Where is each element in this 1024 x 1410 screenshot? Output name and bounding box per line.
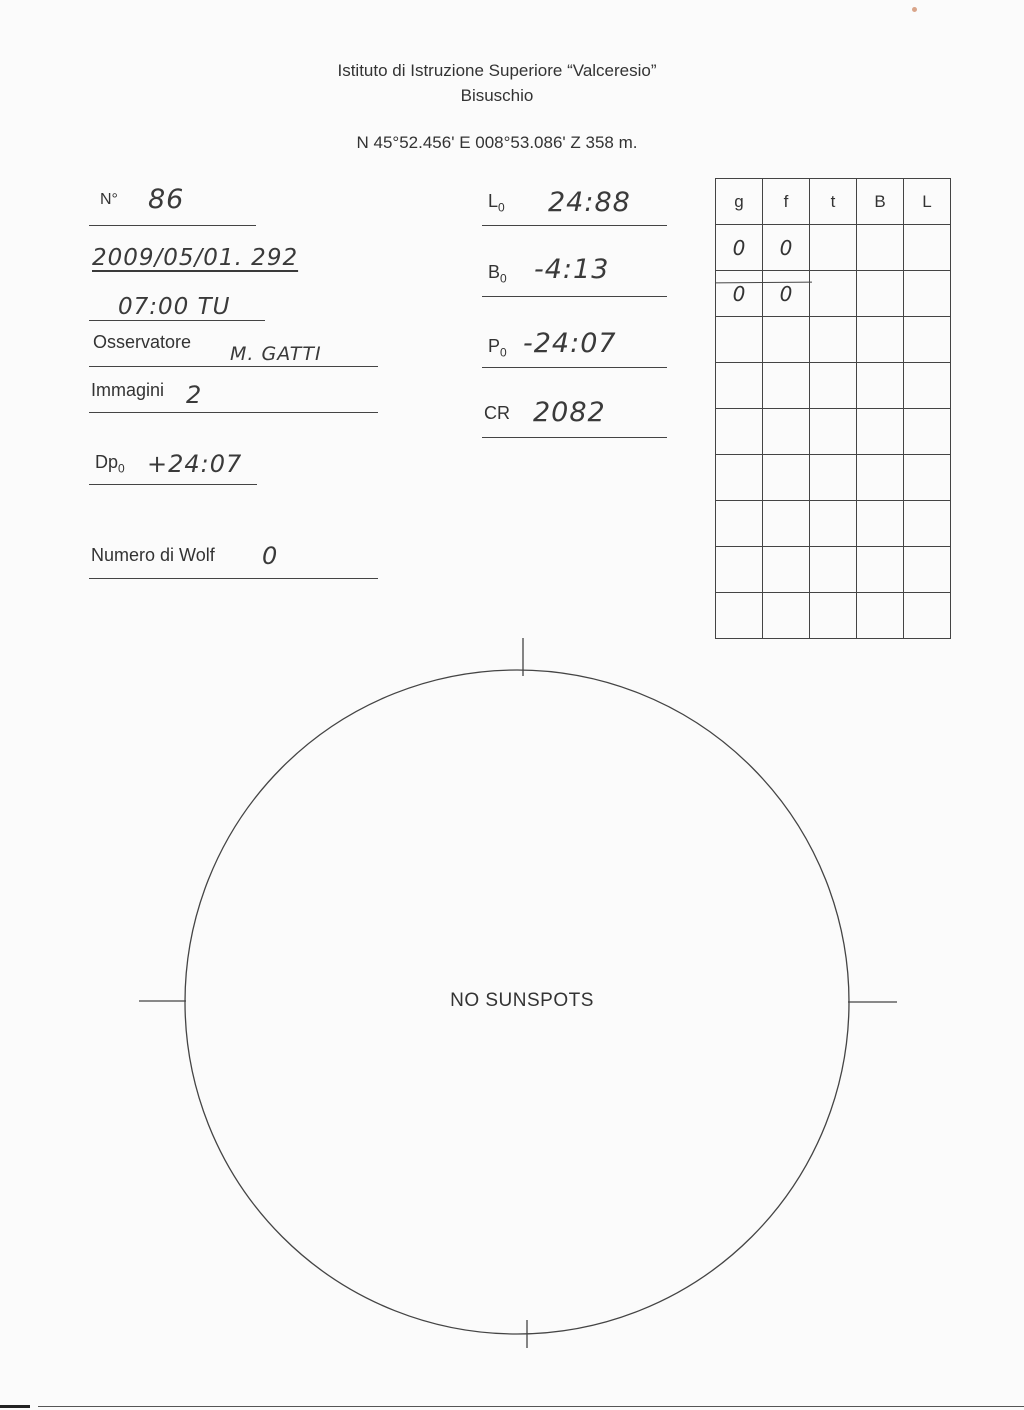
table-cell: 0 (716, 225, 763, 271)
number-value: 86 (148, 184, 185, 215)
scan-corner-mark (0, 1405, 30, 1408)
town-name: Bisuschio (460, 86, 534, 105)
table-cell (857, 547, 904, 593)
table-row (716, 409, 951, 455)
table-cell: 0 (763, 271, 810, 317)
header-t: t (810, 179, 857, 225)
table-cell: 0 (763, 225, 810, 271)
table-cell (810, 363, 857, 409)
table-cell (904, 225, 951, 271)
p0-label: $P_0$ (488, 336, 507, 360)
cr-underline (482, 437, 667, 438)
table-cell (716, 409, 763, 455)
cr-value: 2082 (533, 397, 606, 428)
table-cell (716, 317, 763, 363)
station-coordinates: N 45°52.456' E 008°53.086' Z 358 m. (356, 133, 638, 152)
time-value: 07:00 TU (118, 294, 231, 320)
p0-underline (482, 367, 667, 368)
table-cell (904, 363, 951, 409)
table-cell (810, 271, 857, 317)
table-cell (763, 409, 810, 455)
b0-underline (482, 296, 667, 297)
table-cell (904, 455, 951, 501)
dp0-value: +24:07 (147, 450, 243, 478)
table-cell (810, 501, 857, 547)
images-label: Immagini (91, 380, 165, 400)
b0-value: -4:13 (534, 254, 610, 285)
l0-label: $L_0$ (488, 191, 505, 215)
wolf-underline (89, 578, 378, 579)
wolf-number-label: Numero di Wolf (91, 545, 215, 565)
cr-label: CR (484, 403, 510, 423)
table-cell (810, 225, 857, 271)
table-row (716, 455, 951, 501)
table-cell (716, 547, 763, 593)
table-row (716, 501, 951, 547)
table-cell (810, 409, 857, 455)
sunspot-count-table (715, 178, 951, 639)
dp0-label: $Dp_0$ (95, 452, 125, 476)
table-row (716, 225, 951, 271)
table-cell (904, 271, 951, 317)
p0-value: -24:07 (523, 328, 617, 359)
table-cell (716, 455, 763, 501)
table-cell (857, 363, 904, 409)
header-f: f (763, 179, 810, 225)
no-sunspots-note: NO SUNSPOTS (450, 990, 594, 1011)
b0-label: $B_0$ (488, 262, 507, 286)
table-cell (763, 547, 810, 593)
table-row (716, 271, 951, 317)
table-cell (810, 317, 857, 363)
table-cell (857, 271, 904, 317)
table-cell: 0 (716, 271, 763, 317)
table-cell (763, 501, 810, 547)
table-cell (857, 317, 904, 363)
header-l: L (904, 179, 951, 225)
wolf-number-value: 0 (262, 542, 279, 570)
images-underline (89, 412, 378, 413)
l0-underline (482, 225, 667, 226)
table-cell (810, 455, 857, 501)
table-row (716, 363, 951, 409)
table-row (716, 547, 951, 593)
table-cell (857, 501, 904, 547)
table-header-row (716, 179, 951, 225)
table-cell (763, 363, 810, 409)
dp0-underline (89, 484, 257, 485)
time-underline (89, 320, 265, 321)
table-cell (904, 547, 951, 593)
table-cell (763, 455, 810, 501)
table-cell (904, 501, 951, 547)
header-b: B (857, 179, 904, 225)
observer-value: M. GATTI (230, 343, 322, 365)
scan-speck (912, 7, 917, 12)
images-value: 2 (186, 381, 203, 409)
table-row (716, 317, 951, 363)
institute-title: Istituto di Istruzione Superiore “Valceresio” (337, 61, 657, 80)
observer-label: Osservatore (93, 332, 192, 352)
table-cell (904, 317, 951, 363)
table-cell (904, 409, 951, 455)
scan-bottom-edge (38, 1406, 1024, 1407)
table-cell (857, 455, 904, 501)
number-underline (89, 225, 256, 226)
table-cell (716, 501, 763, 547)
observer-underline (89, 366, 378, 367)
l0-value: 24:88 (548, 187, 631, 218)
number-label: N° (100, 191, 118, 208)
table-cell (763, 317, 810, 363)
table-cell (716, 363, 763, 409)
header-g: g (716, 179, 763, 225)
table-cell (857, 409, 904, 455)
table-cell (810, 547, 857, 593)
date-value: 2009/05/01. 292 (92, 245, 299, 271)
table-cell (857, 225, 904, 271)
